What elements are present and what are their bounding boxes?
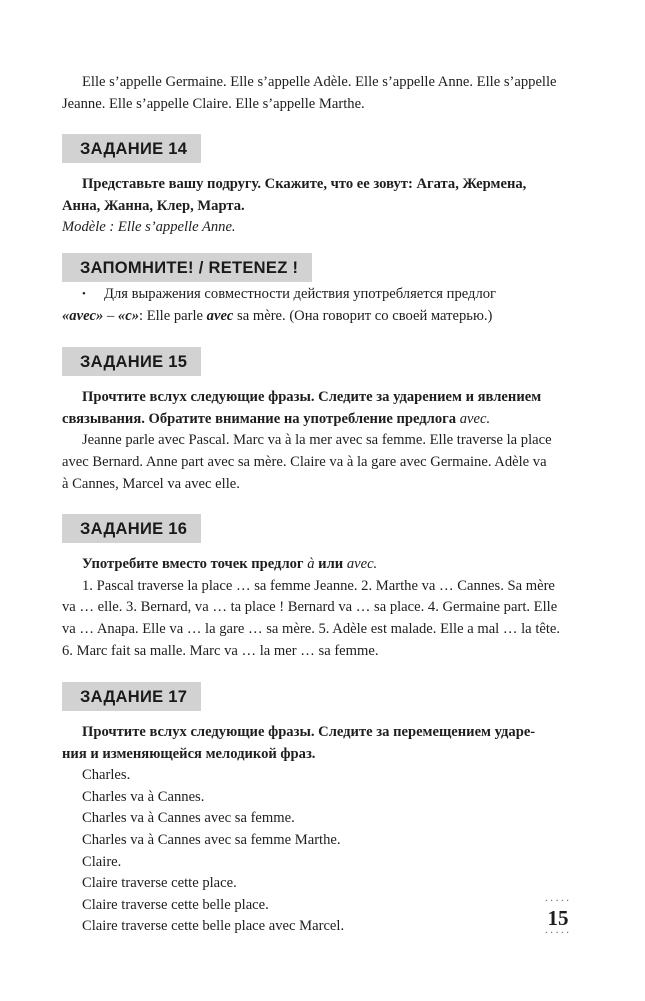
page-content <box>62 72 584 938</box>
task-15-header: ЗАДАНИЕ 15 <box>62 347 201 376</box>
task-16-text: 6. Marc fait sa malle. Marc va … la mer … sa femme. <box>62 642 379 659</box>
task-17-line: Claire traverse cette place. <box>82 875 237 892</box>
task-17-line: Charles. <box>82 767 131 784</box>
task-15-instruction: связывания. Обратите внимание на употребление предлога avec. <box>62 410 491 427</box>
task-16-header: ЗАДАНИЕ 16 <box>62 514 201 543</box>
page-number-dots: ····· <box>544 928 572 939</box>
page-number-dots: ····· <box>544 896 572 907</box>
task-14-header: ЗАДАНИЕ 14 <box>62 134 201 163</box>
remember-body <box>62 284 584 327</box>
task-15-body <box>62 387 584 495</box>
remember-example: «avec» – «с»: Elle parle avec sa mère. (Она говорит со своей матерью.) <box>62 307 493 324</box>
task-17-line: Charles va à Cannes avec sa femme Marthe. <box>82 832 341 849</box>
bullet-icon: • <box>82 287 86 300</box>
task-17-header: ЗАДАНИЕ 17 <box>62 682 201 711</box>
task-17-instruction: Прочтите вслух следующие фразы. Следите за перемещением ударе- <box>82 724 536 741</box>
task-14-instruction: Анна, Жанна, Клер, Марта. <box>62 197 245 214</box>
task-14-body <box>62 174 584 239</box>
task-14-model: Modèle : Elle s’appelle Anne. <box>62 219 236 236</box>
task-15-text: Jeanne parle avec Pascal. Marc va à la mer avec sa femme. Elle traverse la place <box>82 432 552 449</box>
task-17-line: Claire. <box>82 853 122 870</box>
intro-line: Elle s’appelle Germaine. Elle s’appelle Adèle. Elle s’appelle Anne. Elle s’appelle <box>82 74 557 90</box>
task-17-line: Claire traverse cette belle place. <box>82 896 269 913</box>
task-17-instruction: ния и изменяющейся мелодикой фраз. <box>62 745 316 762</box>
remember-header: ЗАПОМНИТЕ! / RETENEZ ! <box>62 253 312 282</box>
task-17-line: Charles va à Cannes. <box>82 788 205 805</box>
page-number <box>540 898 576 938</box>
task-16-text: va … elle. 3. Bernard, va … ta place ! Bernard va … sa place. 4. Germaine part. Elle <box>62 599 558 616</box>
intro-line: Jeanne. Elle s’appelle Claire. Elle s’appelle Marthe. <box>62 95 365 112</box>
task-15-text: à Cannes, Marcel va avec elle. <box>62 475 240 492</box>
page-number-value: 15 <box>547 906 569 930</box>
task-16-text: 1. Pascal traverse la place … sa femme Jeanne. 2. Marthe va … Cannes. Sa mère <box>82 577 555 594</box>
task-15-text: avec Bernard. Anne part avec sa mère. Claire va à la gare avec Germaine. Adèle va <box>62 453 547 470</box>
task-16-instruction: Употребите вместо точек предлог à или avec. <box>82 556 378 573</box>
intro-paragraph <box>62 72 584 115</box>
remember-rule: • Для выражения совместности действия употребляется предлог <box>62 284 584 306</box>
task-15-instruction: Прочтите вслух следующие фразы. Следите за ударением и явлением <box>82 389 542 406</box>
task-17-line: Claire traverse cette belle place avec Marcel. <box>82 918 345 935</box>
task-17-body <box>62 722 584 938</box>
task-17-line: Charles va à Cannes avec sa femme. <box>82 810 295 827</box>
task-14-instruction: Представьте вашу подругу. Скажите, что ее зовут: Агата, Жермена, <box>82 176 527 193</box>
task-16-text: va … Anapa. Elle va … la gare … sa mère. 5. Adèle est malade. Elle a mal … la tête. <box>62 620 561 637</box>
task-16-body <box>62 554 584 662</box>
